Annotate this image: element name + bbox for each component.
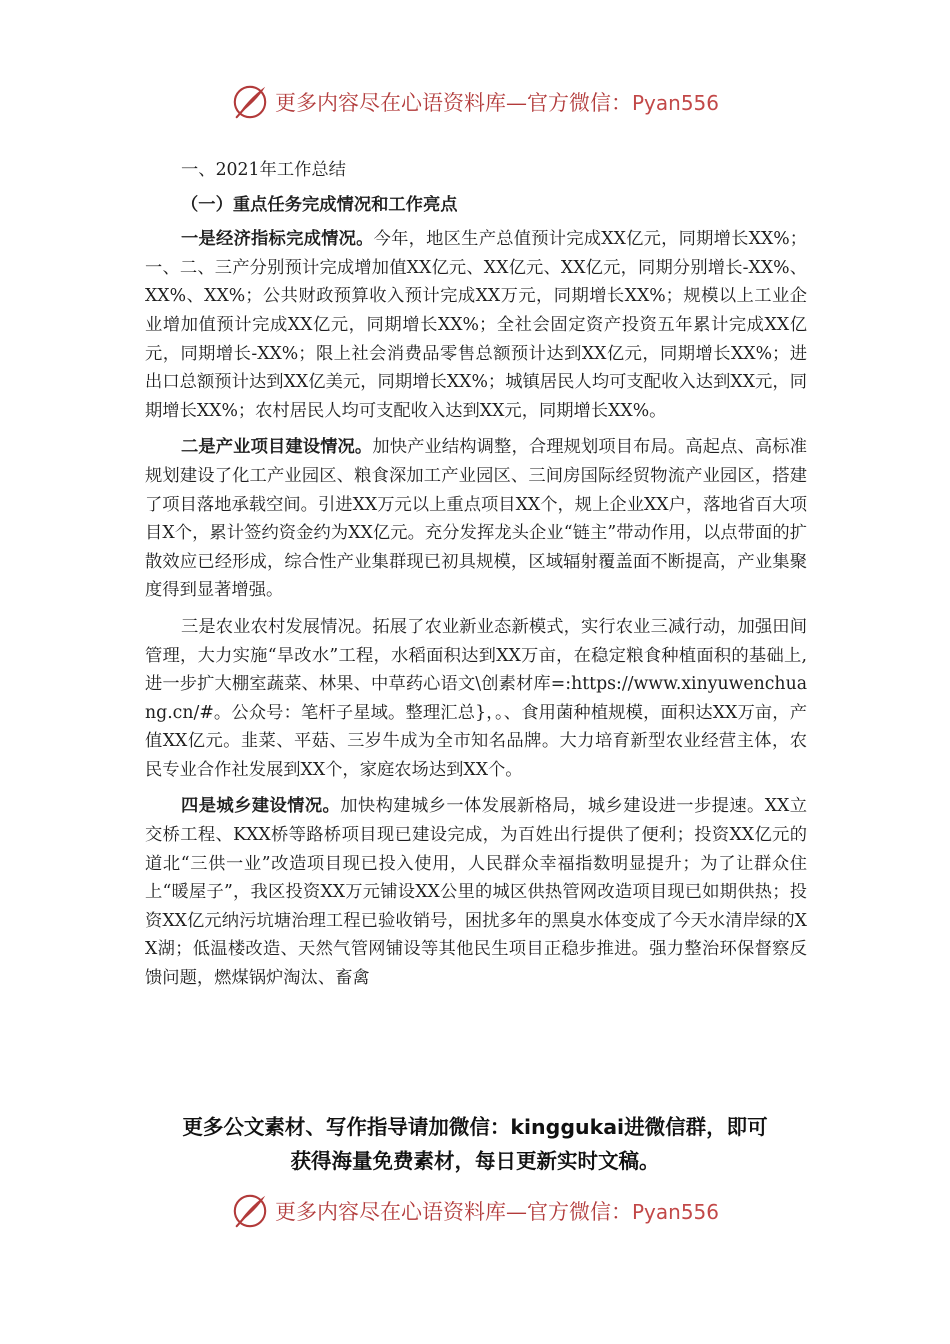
paragraph-lead: 四是城乡建设情况。 xyxy=(181,796,341,817)
paragraph-body: 加快产业结构调整，合理规划项目布局。高起点、高标准规划建设了化工产业园区、粮食深加工产业园区、三间房国际经贸物流产业园区，搭建了项目落地承载空间。引进XX万元以上重点项目XX个，规上企业XX户，落地省百大项目X个，累计签约资金约为XX亿元。充分发挥龙头企业“链主”带动作用，以点带面的扩散效应已经形成，综合性产业集群现已初具规模，区域辐射覆盖面不断提高，产业集聚度得到显著增强。 xyxy=(145,437,807,601)
paragraph-industry xyxy=(145,433,807,605)
footer-banner xyxy=(0,1189,950,1233)
subsection-heading: （一）重点任务完成情况和工作亮点 xyxy=(181,194,458,215)
paragraph-lead: 二是产业项目建设情况。 xyxy=(181,437,373,458)
quill-pen-logo-icon xyxy=(231,83,269,121)
banner-wechat-id: Pyan556 xyxy=(631,91,719,115)
document-body xyxy=(145,156,807,1001)
banner-label: 更多内容尽在心语资料库—官方微信： xyxy=(274,1200,632,1224)
banner-wechat-id: Pyan556 xyxy=(631,1200,719,1224)
section-heading: 一、2021年工作总结 xyxy=(181,160,346,180)
paragraph-economic xyxy=(145,225,807,425)
banner-label: 更多内容尽在心语资料库—官方微信： xyxy=(274,91,632,115)
paragraph-body: 拓展了农业新业态新模式，实行农业三减行动，加强田间管理，大力实施“旱改水”工程，水稻面积达到XX万亩，在稳定粮食种植面积的基础上,进一步扩大棚室蔬菜、林果、中草药心语文\创素材库=:https://www.xinyuwenchuang.cn/#。公众号：笔杆子星域。整理汇总}，。、食用菌种植规模，面积达XX万亩，产值XX亿元。韭菜、平菇、三岁牛成为全市知名品牌。大力培育新型农业经营主体，农民专业合作社发展到XX个，家庭农场达到XX个。 xyxy=(145,616,807,780)
promo-line-2: 获得海量免费素材，每日更新实时文稿。 xyxy=(290,1149,660,1173)
banner-text xyxy=(275,1196,719,1226)
promo-block xyxy=(0,1110,950,1178)
quill-pen-logo-icon xyxy=(231,1192,269,1230)
paragraph-body: 今年，地区生产总值预计完成XX亿元，同期增长XX%；一、二、三产分别预计完成增加值XX亿元、XX亿元、XX亿元，同期分别增长-XX%、XX%、XX%；公共财政预算收入预计完成XX万元，同期增长XX%；规模以上工业企业增加值预计完成XX亿元，同期增长XX%；全社会固定资产投资五年累计完成XX亿元，同期增长-XX%；限上社会消费品零售总额预计达到XX亿元，同期增长XX%；进出口总额预计达到XX亿美元，同期增长XX%；城镇居民人均可支配收入达到XX元，同期增长XX%；农村居民人均可支配收入达到XX元，同期增长XX%。 xyxy=(145,229,807,421)
banner-text xyxy=(275,87,719,117)
promo-line-1: 更多公文素材、写作指导请加微信：kinggukai进微信群，即可 xyxy=(182,1115,768,1139)
paragraph-lead: 三是农业农村发展情况。 xyxy=(181,616,373,637)
paragraph-lead: 一是经济指标完成情况。 xyxy=(181,229,374,250)
paragraph-agriculture xyxy=(145,613,807,785)
paragraph-body: 加快构建城乡一体发展新格局，城乡建设进一步提速。XX立交桥工程、KXX桥等路桥项目现已建设完成，为百姓出行提供了便利；投资XX亿元的道北“三供一业”改造项目现已投入使用，人民群众幸福指数明显提升；为了让群众住上“暖屋子”，我区投资XX万元铺设XX公里的城区供热管网改造项目现已如期供热；投资XX亿元纳污坑塘治理工程已验收销号，困扰多年的黑臭水体变成了今天水清岸绿的XX湖；低温楼改造、天然气管网铺设等其他民生项目正稳步推进。强力整治环保督察反馈问题，燃煤锅炉淘汰、畜禽 xyxy=(145,796,807,989)
header-banner xyxy=(0,80,950,124)
paragraph-urban-rural xyxy=(145,792,807,992)
